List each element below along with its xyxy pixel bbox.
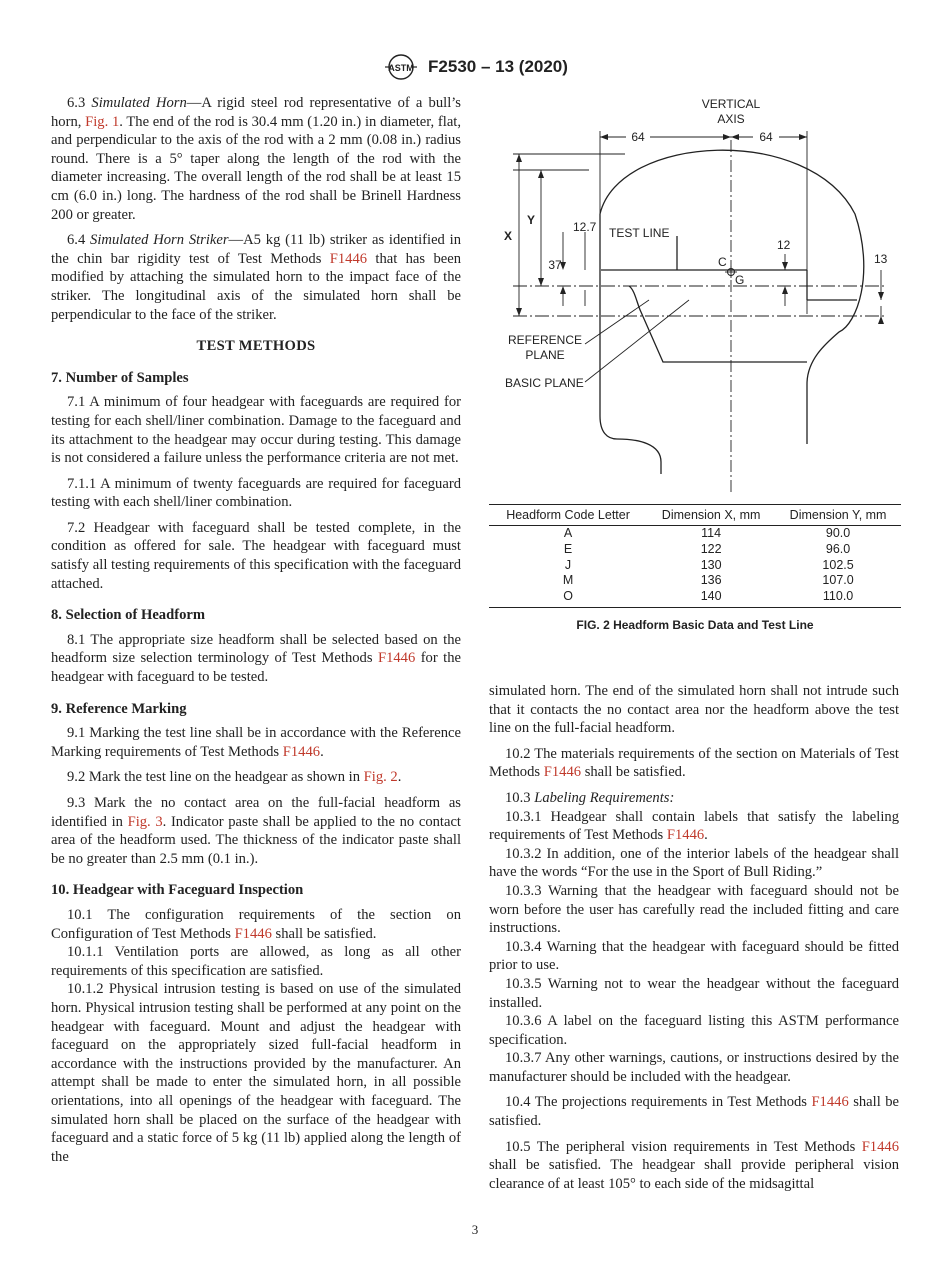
paragraph xyxy=(489,1093,899,1130)
paragraph-text: 7.2 Headgear with faceguard shall be tested complete, in the condition as offered for sale. The headgear with faceguard must satisfy all testing requirements of this specification with the faceguard attached. xyxy=(51,519,461,592)
paragraph-text: . xyxy=(397,769,402,786)
label-13: 13 xyxy=(874,252,888,266)
page-header xyxy=(0,52,950,82)
paragraph-text: 10.3.1 Headgear shall contain labels that satisfy the labeling requirements of Test Methods xyxy=(489,808,899,844)
paragraph xyxy=(489,1138,899,1194)
reference-link[interactable]: F1446 xyxy=(282,743,321,760)
label-axis: AXIS xyxy=(717,112,745,126)
table-cell: A xyxy=(563,526,573,540)
section-heading: 10. Headgear with Faceguard Inspection xyxy=(51,882,304,899)
paragraph xyxy=(51,906,461,943)
paragraph xyxy=(489,789,899,808)
paragraph-text: —A rigid steel rod representative of a bull’s horn, xyxy=(51,95,461,130)
paragraph xyxy=(51,943,461,980)
paragraph xyxy=(51,631,461,687)
reference-link[interactable]: Fig. 3 xyxy=(127,813,163,830)
table-row xyxy=(489,526,901,542)
label-12-7: 12.7 xyxy=(573,220,597,234)
astm-logo xyxy=(382,52,420,82)
section-heading: TEST METHODS xyxy=(196,338,316,355)
table-row xyxy=(489,542,901,558)
table-row xyxy=(489,573,901,589)
left-column xyxy=(51,94,461,1166)
paragraph-text: 9.1 Marking the test line shall be in accordance with the Reference Marking requirements of Test Methods xyxy=(51,725,461,760)
table-cell: 130 xyxy=(700,557,722,572)
defined-term: Simulated Horn xyxy=(91,95,187,111)
paragraph-text: 10.2 The materials requirements of the section on Materials of Test Methods xyxy=(489,745,899,781)
reference-link[interactable]: Fig. 2 xyxy=(363,769,398,786)
paragraph-text: 10.5 The peripheral vision requirements in Test Methods xyxy=(505,1138,862,1155)
table-cell: 114 xyxy=(701,526,722,540)
table-cell: 110.0 xyxy=(775,589,901,607)
section-heading: 8. Selection of Headform xyxy=(51,607,206,624)
paragraph xyxy=(51,724,461,761)
label-x: X xyxy=(503,229,513,243)
paragraph xyxy=(489,845,899,882)
figure-caption: FIG. 2 Headform Basic Data and Test Line xyxy=(576,617,814,632)
table-header-cell: Headform Code Letter xyxy=(489,505,647,526)
reference-link[interactable]: F1446 xyxy=(234,925,272,942)
section-heading: 9. Reference Marking xyxy=(51,700,187,717)
label-basic-plane: BASIC PLANE xyxy=(505,376,584,390)
label-c: C xyxy=(718,255,727,269)
paragraph xyxy=(51,393,461,467)
table-row xyxy=(489,589,901,607)
clause-number: 6.4 xyxy=(67,232,86,249)
table-cell: M xyxy=(562,573,574,588)
paragraph xyxy=(489,882,899,938)
label-dim-right: 64 xyxy=(759,130,773,144)
paragraph-text: 10.3.2 In addition, one of the interior labels of the headgear shall have the words “For the use in the Sport of Bull Riding.” xyxy=(489,845,899,881)
table-cell: 107.0 xyxy=(822,573,854,588)
paragraph-text: —A5 kg (11 lb) striker as identified in the chin bar rigidity test of Test Methods xyxy=(51,232,461,267)
defined-term: Labeling Requirements: xyxy=(534,789,675,806)
paragraph-text: simulated horn. The end of the simulated horn shall not intrude such that it contacts the no contact area nor the headform above the test line on the full-facial headform. xyxy=(489,683,899,737)
paragraph-text: . The end of the rod is 30.4 mm (1.20 in.) in diameter, flat, and perpendicular to the axis of the rod with a 2 mm (0.08 in.) radius round. There is a 5° taper along the length of the rod with the diameter increasing. The overall length of the rod shall be at least 15 cm (6.0 in.) long. The hardness of the rod shall be Brinell Hardness 200 or greater. xyxy=(51,113,461,223)
page-number: 3 xyxy=(471,1222,479,1237)
paragraph-text: 8.1 The appropriate size headform shall be selected based on the headform size selection terminology of Test Methods xyxy=(51,631,461,667)
reference-link[interactable]: F1446 xyxy=(543,764,582,781)
label-reference: REFERENCE xyxy=(507,333,583,347)
paragraph xyxy=(51,794,461,868)
table-cell: 90.0 xyxy=(825,526,851,540)
table-cell: 140 xyxy=(647,589,775,607)
label-12: 12 xyxy=(777,238,791,252)
paragraph-text: shall be satisfied. xyxy=(271,925,377,942)
table-cell: 122 xyxy=(700,541,722,556)
label-y: Y xyxy=(526,213,536,227)
table-header-cell: Dimension X, mm xyxy=(647,505,775,526)
reference-link[interactable]: Fig. 1 xyxy=(85,113,120,130)
table-cell: J xyxy=(564,557,572,572)
reference-link[interactable]: F1446 xyxy=(329,250,368,267)
label-g: G xyxy=(735,273,745,287)
paragraph xyxy=(51,768,461,787)
table-row xyxy=(489,558,901,574)
section-heading: 7. Number of Samples xyxy=(51,369,189,386)
label-plane: PLANE xyxy=(525,348,565,362)
paragraph xyxy=(489,975,899,1012)
paragraph-text: 10.3.5 Warning not to wear the headgear without the faceguard installed. xyxy=(489,975,899,1011)
paragraph-text: 10.3.7 Any other warnings, cautions, or instructions desired by the manufacturer should be included with the headgear. xyxy=(489,1050,899,1085)
table-cell: O xyxy=(489,589,647,607)
table-cell: E xyxy=(563,541,573,556)
paragraph-text: . Indicator paste shall be applied to the no contact area of the headform used. The thickness of the indicator paste shall be no greater than 2.5 mm (0.1 in.). xyxy=(51,813,461,867)
paragraph-text: 9.2 Mark the test line on the headgear as shown in xyxy=(67,769,364,786)
paragraph-text: shall be satisfied. The headgear shall provide peripheral vision clearance of at least 105° to each side of the midsagittal xyxy=(489,1157,899,1192)
table-cell: 136 xyxy=(700,573,722,588)
label-test-line: TEST LINE xyxy=(609,226,670,240)
paragraph-text: 10.1.1 Ventilation ports are allowed, as long as all other requirements of this specification are satisfied. xyxy=(51,944,461,979)
paragraph-text: 10.3.4 Warning that the headgear with faceguard should be fitted prior to use. xyxy=(489,938,899,974)
label-vertical: VERTICAL xyxy=(701,97,761,111)
reference-link[interactable]: F1446 xyxy=(666,827,705,844)
paragraph-text: . xyxy=(704,827,708,844)
paragraph xyxy=(489,745,899,782)
paragraph xyxy=(489,1049,899,1086)
table-cell: 102.5 xyxy=(822,557,854,572)
paragraph xyxy=(51,519,461,593)
reference-link[interactable]: F1446 xyxy=(811,1094,849,1111)
paragraph-text: 9.3 Mark the no contact area on the full-facial headform as identified in xyxy=(51,795,461,830)
reference-link[interactable]: F1446 xyxy=(861,1138,899,1155)
table-cell: 96.0 xyxy=(825,541,851,556)
paragraph xyxy=(489,938,899,975)
paragraph-text: shall be satisfied. xyxy=(581,764,686,781)
reference-link[interactable]: F1446 xyxy=(377,650,416,667)
clause-number: 6.3 xyxy=(67,95,86,111)
paragraph-text: 10.3.3 Warning that the headgear with faceguard should not be worn before the user has carefully read the included fitting and care instructions. xyxy=(489,882,899,937)
paragraph xyxy=(51,94,461,224)
defined-term: Simulated Horn Striker xyxy=(90,232,229,249)
clause-number: 10.3 xyxy=(505,789,531,806)
paragraph xyxy=(489,682,899,738)
paragraph xyxy=(51,475,461,512)
table-header-cell: Dimension Y, mm xyxy=(775,505,901,526)
document-designation: F2530 – 13 (2020) xyxy=(428,57,568,76)
paragraph-text: 10.1 The configuration requirements of the section on Configuration of Test Methods xyxy=(51,906,461,942)
paragraph-text: shall be satisfied. xyxy=(489,1094,899,1130)
headform-diagram xyxy=(489,94,903,504)
paragraph xyxy=(51,980,461,1166)
paragraph xyxy=(489,1012,899,1049)
paragraph-text: 7.1 A minimum of four headgear with faceguards are required for testing for each shell/liner combination. Damage to the faceguard and its attachment to the headgear may occur during testing. This damage is not considered a failure unless the performance criteria are not met. xyxy=(51,394,461,467)
paragraph-text: 10.3.6 A label on the faceguard listing this ASTM performance specification. xyxy=(489,1013,899,1048)
paragraph xyxy=(51,231,461,324)
paragraph-text: 10.4 The projections requirements in Test Methods xyxy=(505,1094,812,1111)
paragraph-text: . xyxy=(320,743,324,760)
right-column xyxy=(489,682,899,1200)
headform-table xyxy=(489,504,901,608)
svg-text:ASTM: ASTM xyxy=(388,63,414,73)
figure-2 xyxy=(489,94,903,632)
paragraph-text: 7.1.1 A minimum of twenty faceguards are required for faceguard testing with each shell/liner combination. xyxy=(51,475,461,511)
label-dim-left: 64 xyxy=(631,130,645,144)
paragraph-text: that has been modified by attaching the simulated horn to the impact face of the striker. The longitudinal axis of the simulated horn shall be perpendicular to the face of the striker. xyxy=(51,250,461,323)
paragraph-text: for the headgear with faceguard to be tested. xyxy=(51,650,461,686)
paragraph xyxy=(489,808,899,845)
label-37: 37 xyxy=(548,258,562,272)
paragraph-text: 10.1.2 Physical intrusion testing is based on use of the simulated horn. Physical intrusion testing shall be performed at any point on the headgear with faceguard. Mount and adjust the headgear with faceguard on the appropriately sized full-facial headform in accordance with the instructions provided by the manufacturer. An attempt shall be made to enter the simulated horn, in all possible orientations, into all openings of the headgear with faceguard. The simulated horn shall be placed on the surface of the headgear with faceguard and a static force of 5 kg (11 lb) applied along the length of the xyxy=(51,981,461,1165)
